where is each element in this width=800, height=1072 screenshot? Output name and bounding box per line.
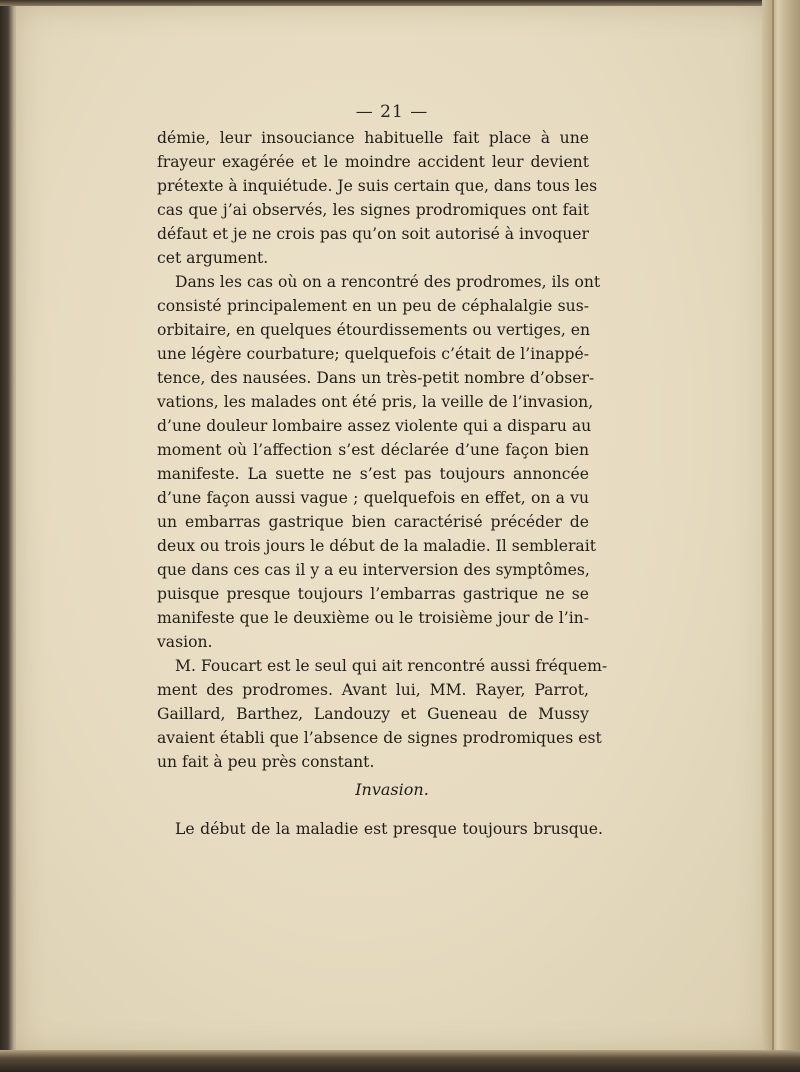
text-line: cet argument. [157,249,269,267]
text-line: deux ou trois jours le début de la maladie. Il semblerait [157,537,596,555]
text-line: d’une douleur lombaire assez violente qui a disparu au [157,417,592,435]
text-line: Dans les cas où on a rencontré des prodromes, ils ont [175,273,601,291]
text-line: Le début de la maladie est presque toujours brusque. [175,820,603,838]
page-edge-right [762,0,800,1072]
text-line: vasion. [157,633,213,651]
text-line: une légère courbature; quelquefois c’était de l’inappé- [157,345,589,363]
text-line: consisté principalement en un peu de céphalalgie sus- [157,297,589,315]
text-line: frayeur exagérée et le moindre accident leur devient [157,153,589,171]
text-line: ment des prodromes. Avant lui, MM. Rayer, Parrot, [157,681,589,699]
text-line: moment où l’affection s’est déclarée d’une façon bien [157,441,589,459]
text-line: Gaillard, Barthez, Landouzy et Gueneau de Mussy [157,705,589,723]
section-heading: Invasion. [355,780,429,799]
book-page [16,6,768,1054]
text-line: cas que j’ai observés, les signes prodromiques ont fait [157,201,589,219]
page-edge-bottom [0,1050,800,1072]
text-line: orbitaire, en quelques étourdissements ou vertiges, en [157,321,591,339]
text-line: vations, les malades ont été pris, la veille de l’invasion, [157,393,594,411]
text-line: un fait à peu près constant. [157,753,375,771]
text-line: prétexte à inquiétude. Je suis certain que, dans tous les [157,177,598,195]
body-text [157,126,608,774]
text-line: puisque presque toujours l’embarras gastrique ne se [157,585,589,603]
text-line: que dans ces cas il y a eu interversion des symptômes, [157,561,590,579]
text-line: M. Foucart est le seul qui ait rencontré aussi fréquem- [175,657,608,675]
text-line: tence, des nausées. Dans un très-petit nombre d’obser- [157,369,595,387]
text-line: démie, leur insouciance habituelle fait place à une [157,129,589,147]
text-line: défaut et je ne crois pas qu’on soit autorisé à invoquer [157,225,589,243]
text-line: avaient établi que l’absence de signes prodromiques est [157,729,602,747]
page-number: — 21 — [355,102,429,122]
text-line: manifeste. La suette ne s’est pas toujours annoncée [157,465,589,483]
text-line: d’une façon aussi vague ; quelquefois en effet, on a vu [157,489,589,507]
text-line: un embarras gastrique bien caractérisé précéder de [157,513,589,531]
text-line: manifeste que le deuxième ou le troisième jour de l’in- [157,609,589,627]
